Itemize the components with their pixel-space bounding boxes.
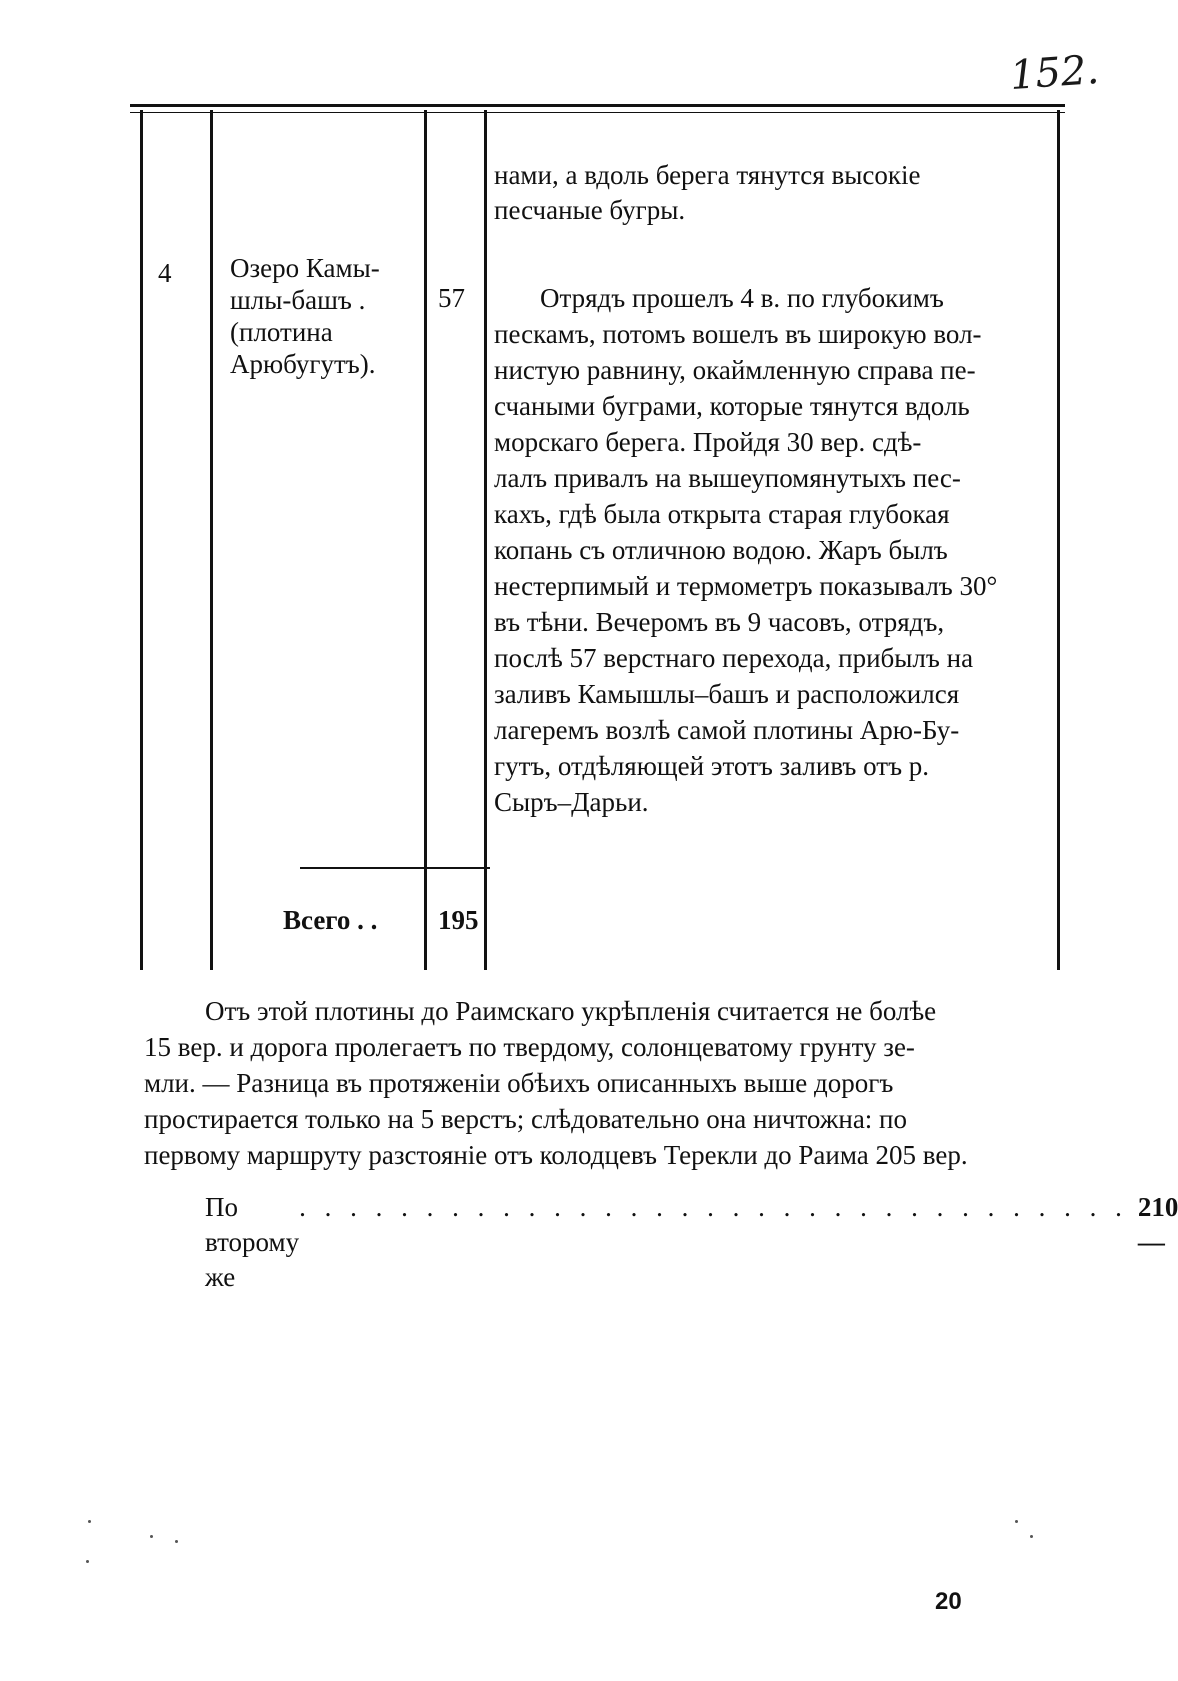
description-line: пескамъ, потомъ вошелъ въ широкую вол- — [494, 319, 982, 349]
description-line: заливъ Камышлы–башъ и расположился — [494, 679, 960, 709]
table-top-rule — [130, 104, 1065, 107]
table-top-rule-thin — [130, 112, 1065, 113]
column-rule-left — [140, 110, 143, 970]
description-line: нестерпимый и термометръ показывалъ 30° — [494, 571, 998, 601]
description-line: въ тѣни. Вечеромъ въ 9 часовъ, отрядъ, — [494, 607, 945, 637]
column-rule-num — [210, 110, 213, 970]
versts-value: 57 — [438, 283, 465, 313]
scan-speck — [86, 1560, 89, 1563]
description-line: морскаго берега. Пройдя 30 вер. сдѣ- — [494, 427, 922, 457]
description-line: счаными буграми, которые тянутся вдоль — [494, 391, 970, 421]
summary-value: 210 — — [1137, 1192, 1178, 1257]
scan-speck — [150, 1535, 153, 1538]
subtotal-rule — [300, 867, 490, 869]
summary-label: По второму же — [205, 1192, 300, 1292]
paragraph-line: Отъ этой плотины до Раимскаго укрѣпленія считается не болѣе — [205, 996, 937, 1026]
column-rule-right — [1057, 110, 1060, 970]
description-line: лалъ привалъ на вышеупомянутыхъ пес- — [494, 463, 961, 493]
description-line: лагеремъ возлѣ самой плотины Арю-Бу- — [494, 715, 960, 745]
place-name — [230, 252, 380, 380]
page-number: 20 — [935, 1588, 962, 1615]
description-line: Сыръ–Дарьи. — [494, 787, 649, 817]
column-rule-versts — [484, 110, 487, 970]
place-line: (плотина — [230, 317, 333, 347]
description-line: песчаные бугры. — [494, 195, 686, 225]
place-line: Арюбугутъ). — [230, 349, 376, 379]
place-line: Озеро Камы- — [230, 253, 380, 283]
paragraph-line: первому маршруту разстояніе отъ колодцевъ Терекли до Раима 205 вер. — [144, 1140, 968, 1170]
paragraph-line: мли. — Разница въ протяженіи обѣихъ описанныхъ выше дорогъ — [144, 1068, 894, 1098]
scan-speck — [175, 1540, 178, 1543]
description-line: нистую равнину, окаймленную справа пе- — [494, 355, 976, 385]
summary-line — [205, 1190, 1178, 1295]
scan-speck — [1015, 1520, 1018, 1523]
summary-leader-dots: . . . . . . . . . . . . . . . . . . . . . . . . . . . . . . . . . — [299, 1192, 1128, 1222]
folio-number: 152. — [1008, 46, 1101, 100]
paragraph-line: простирается только на 5 верстъ; слѣдовательно она ничтожна: по — [144, 1104, 908, 1134]
description-line: Отрядъ прошелъ 4 в. по глубокимъ — [540, 283, 944, 313]
paragraph-line: 15 вер. и дорога пролегаетъ по твердому, солонцеватому грунту зе- — [144, 1032, 915, 1062]
description-line: нами, а вдоль берега тянутся высокіе — [494, 160, 921, 190]
column-rule-place — [424, 110, 427, 970]
total-label: Всего . . — [283, 905, 378, 935]
description-line: кахъ, гдѣ была открыта старая глубокая — [494, 499, 950, 529]
description-line: послѣ 57 верстнаго перехода, прибылъ на — [494, 643, 974, 673]
scan-speck — [88, 1520, 91, 1523]
description-line: копань съ отличною водою. Жаръ былъ — [494, 535, 948, 565]
description-line: гутъ, отдѣляющей этотъ заливъ отъ р. — [494, 751, 930, 781]
scan-speck — [1030, 1535, 1033, 1538]
row-number: 4 — [158, 258, 172, 288]
place-line: шлы-башъ . — [230, 285, 366, 315]
total-value: 195 — [438, 905, 479, 935]
